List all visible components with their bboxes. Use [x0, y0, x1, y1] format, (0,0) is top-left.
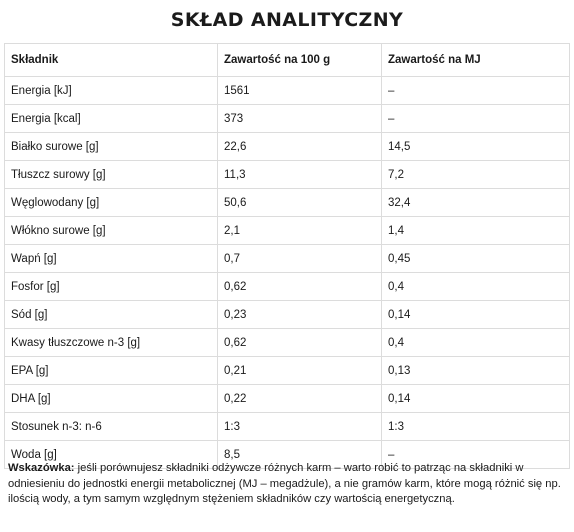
cell-per-mj: 0,4: [382, 329, 570, 357]
table-row: [5, 357, 570, 385]
table-row: [5, 189, 570, 217]
table-row: [5, 77, 570, 105]
page-title: SKŁAD ANALITYCZNY: [170, 9, 404, 31]
cell-ingredient: Woda [g]: [5, 441, 218, 469]
cell-per-100g: 0,62: [218, 273, 382, 301]
cell-ingredient: EPA [g]: [5, 357, 218, 385]
tip-note: [8, 461, 564, 508]
cell-per-mj: –: [382, 77, 570, 105]
cell-per-mj: 0,4: [382, 273, 570, 301]
tip-label: Wskazówka:: [8, 462, 75, 474]
table-row: [5, 273, 570, 301]
table-row: [5, 245, 570, 273]
cell-per-mj: –: [382, 441, 570, 469]
header-per-mj: Zawartość na MJ: [382, 44, 570, 77]
cell-ingredient: Energia [kcal]: [5, 105, 218, 133]
table-row: [5, 385, 570, 413]
cell-ingredient: Kwasy tłuszczowe n-3 [g]: [5, 329, 218, 357]
cell-per-100g: 50,6: [218, 189, 382, 217]
table-row: [5, 105, 570, 133]
cell-per-100g: 1561: [218, 77, 382, 105]
header-per-100g: Zawartość na 100 g: [218, 44, 382, 77]
table-row: [5, 133, 570, 161]
cell-per-mj: 32,4: [382, 189, 570, 217]
cell-ingredient: Włókno surowe [g]: [5, 217, 218, 245]
cell-per-100g: 373: [218, 105, 382, 133]
cell-ingredient: DHA [g]: [5, 385, 218, 413]
cell-ingredient: Sód [g]: [5, 301, 218, 329]
cell-per-mj: 0,14: [382, 385, 570, 413]
cell-per-mj: 0,45: [382, 245, 570, 273]
cell-per-100g: 0,23: [218, 301, 382, 329]
cell-per-100g: 8,5: [218, 441, 382, 469]
table-row: [5, 329, 570, 357]
cell-per-100g: 22,6: [218, 133, 382, 161]
cell-per-100g: 0,21: [218, 357, 382, 385]
cell-per-mj: 7,2: [382, 161, 570, 189]
cell-per-mj: –: [382, 105, 570, 133]
table-row: [5, 217, 570, 245]
cell-per-100g: 11,3: [218, 161, 382, 189]
cell-ingredient: Stosunek n-3: n-6: [5, 413, 218, 441]
table-row: [5, 413, 570, 441]
cell-per-mj: 14,5: [382, 133, 570, 161]
cell-per-100g: 1:3: [218, 413, 382, 441]
cell-ingredient: Białko surowe [g]: [5, 133, 218, 161]
cell-per-100g: 0,7: [218, 245, 382, 273]
cell-per-100g: 2,1: [218, 217, 382, 245]
cell-ingredient: Węglowodany [g]: [5, 189, 218, 217]
table-row: [5, 301, 570, 329]
table-header-row: [5, 44, 570, 77]
cell-ingredient: Wapń [g]: [5, 245, 218, 273]
cell-ingredient: Tłuszcz surowy [g]: [5, 161, 218, 189]
header-ingredient: Składnik: [5, 44, 218, 77]
cell-per-100g: 0,62: [218, 329, 382, 357]
nutrition-table: [4, 43, 570, 469]
cell-per-100g: 0,22: [218, 385, 382, 413]
cell-per-mj: 1,4: [382, 217, 570, 245]
cell-ingredient: Energia [kJ]: [5, 77, 218, 105]
cell-per-mj: 0,14: [382, 301, 570, 329]
cell-per-mj: 1:3: [382, 413, 570, 441]
tip-text: jeśli porównujesz składniki odżywcze różnych karm – warto robić to patrząc na składniki w odniesieniu do jednostki energii metabolicznej (MJ – megadżule), a nie gramów karm, które mogą różnić się np. ilością wody, a tym samym względnym stężeniem składników czy wartością energetyczną.: [8, 462, 561, 505]
table-row: [5, 161, 570, 189]
cell-ingredient: Fosfor [g]: [5, 273, 218, 301]
cell-per-mj: 0,13: [382, 357, 570, 385]
